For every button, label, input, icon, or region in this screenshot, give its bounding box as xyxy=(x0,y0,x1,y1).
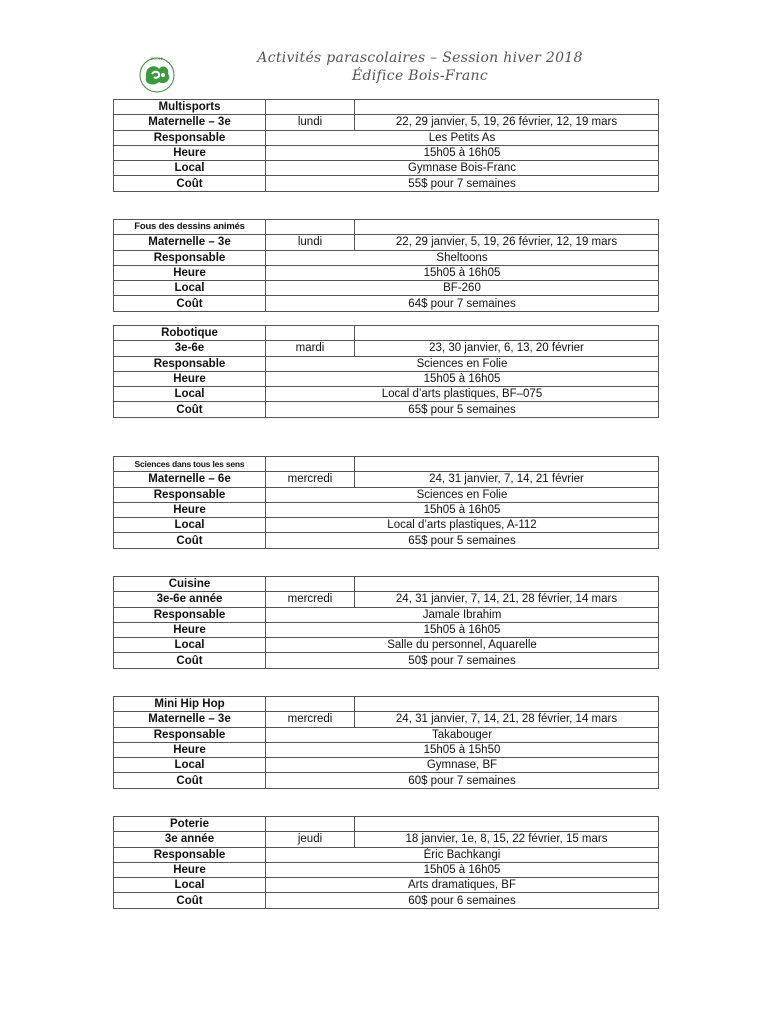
activity-schedule-row xyxy=(114,712,659,727)
activity-schedule-row xyxy=(114,472,659,487)
heure-row xyxy=(114,371,659,386)
local-row xyxy=(114,638,659,653)
empty-cell xyxy=(266,326,355,341)
empty-cell xyxy=(266,577,355,592)
responsable-row xyxy=(114,356,659,371)
local-value: Local d’arts plastiques, BF–075 xyxy=(266,387,659,402)
activity-name-row xyxy=(114,457,659,472)
cout-value: 65$ pour 5 semaines xyxy=(266,402,659,417)
responsable-value: Jamale Ibrahim xyxy=(266,607,659,622)
responsable-row xyxy=(114,847,659,862)
heure-value: 15h05 à 16h05 xyxy=(266,145,659,160)
empty-cell xyxy=(355,100,659,115)
responsable-row xyxy=(114,250,659,265)
activity-table xyxy=(113,219,659,312)
activity-schedule-row xyxy=(114,235,659,250)
row-label: Responsable xyxy=(114,847,266,862)
activity-table xyxy=(113,696,659,789)
heure-row xyxy=(114,145,659,160)
activity-dates: 24, 31 janvier, 7, 14, 21 février xyxy=(355,472,659,487)
heure-row xyxy=(114,622,659,637)
local-row xyxy=(114,281,659,296)
row-label: Local xyxy=(114,638,266,653)
cout-value: 64$ pour 7 semaines xyxy=(266,296,659,311)
activity-level: 3e-6e xyxy=(114,341,266,356)
cout-value: 55$ pour 7 semaines xyxy=(266,176,659,191)
empty-cell xyxy=(355,220,659,235)
heure-row xyxy=(114,265,659,280)
cout-value: 65$ pour 5 semaines xyxy=(266,533,659,548)
empty-cell xyxy=(266,100,355,115)
responsable-value: Sciences en Folie xyxy=(266,487,659,502)
responsable-row xyxy=(114,487,659,502)
cout-row xyxy=(114,296,659,311)
activity-table xyxy=(113,99,659,192)
row-label: Coût xyxy=(114,893,266,908)
heure-value: 15h05 à 16h05 xyxy=(266,862,659,877)
heure-value: 15h05 à 16h05 xyxy=(266,265,659,280)
row-label: Local xyxy=(114,281,266,296)
row-label: Responsable xyxy=(114,487,266,502)
empty-cell xyxy=(355,697,659,712)
local-value: Arts dramatiques, BF xyxy=(266,878,659,893)
cout-row xyxy=(114,402,659,417)
cout-row xyxy=(114,773,659,788)
school-logo-icon xyxy=(132,54,182,96)
svg-text:ÉCOLE: ÉCOLE xyxy=(151,57,163,61)
activity-name-row xyxy=(114,100,659,115)
row-label: Coût xyxy=(114,402,266,417)
responsable-row xyxy=(114,130,659,145)
heure-row xyxy=(114,862,659,877)
heure-row xyxy=(114,742,659,757)
activity-level: Maternelle – 3e xyxy=(114,712,266,727)
activity-table xyxy=(113,325,659,418)
cout-row xyxy=(114,893,659,908)
activity-name: Cuisine xyxy=(114,577,266,592)
empty-cell xyxy=(355,577,659,592)
empty-cell xyxy=(266,817,355,832)
activity-level: Maternelle – 3e xyxy=(114,115,266,130)
responsable-value: Sciences en Folie xyxy=(266,356,659,371)
local-row xyxy=(114,878,659,893)
row-label: Heure xyxy=(114,371,266,386)
page-title: Activités parascolaires – Session hiver 2018 xyxy=(257,50,583,66)
activity-day: mardi xyxy=(266,341,355,356)
row-label: Local xyxy=(114,758,266,773)
empty-cell xyxy=(355,817,659,832)
activity-schedule-row xyxy=(114,832,659,847)
cout-row xyxy=(114,533,659,548)
activity-table xyxy=(113,576,659,669)
row-label: Responsable xyxy=(114,356,266,371)
heure-value: 15h05 à 15h50 xyxy=(266,742,659,757)
local-row xyxy=(114,518,659,533)
cout-row xyxy=(114,176,659,191)
responsable-value: Les Petits As xyxy=(266,130,659,145)
local-value: BF-260 xyxy=(266,281,659,296)
row-label: Heure xyxy=(114,862,266,877)
activity-name: Robotique xyxy=(114,326,266,341)
row-label: Heure xyxy=(114,622,266,637)
row-label: Heure xyxy=(114,502,266,517)
responsable-value: Sheltoons xyxy=(266,250,659,265)
empty-cell xyxy=(266,457,355,472)
row-label: Coût xyxy=(114,296,266,311)
activity-level: 3e année xyxy=(114,832,266,847)
activity-table xyxy=(113,456,659,549)
local-row xyxy=(114,161,659,176)
responsable-value: Takabouger xyxy=(266,727,659,742)
activity-name: Poterie xyxy=(114,817,266,832)
activity-day: lundi xyxy=(266,115,355,130)
activity-table xyxy=(113,816,659,909)
row-label: Responsable xyxy=(114,727,266,742)
heure-value: 15h05 à 16h05 xyxy=(266,371,659,386)
cout-value: 60$ pour 7 semaines xyxy=(266,773,659,788)
empty-cell xyxy=(355,457,659,472)
local-value: Gymnase Bois-Franc xyxy=(266,161,659,176)
activity-name-row xyxy=(114,326,659,341)
cout-row xyxy=(114,653,659,668)
local-row xyxy=(114,758,659,773)
row-label: Local xyxy=(114,161,266,176)
activity-name: Fous des dessins animés xyxy=(114,220,266,235)
empty-cell xyxy=(266,220,355,235)
row-label: Responsable xyxy=(114,250,266,265)
responsable-value: Éric Bachkangi xyxy=(266,847,659,862)
activity-day: mercredi xyxy=(266,712,355,727)
activity-name-row xyxy=(114,577,659,592)
activity-name-row xyxy=(114,697,659,712)
responsable-row xyxy=(114,607,659,622)
row-label: Heure xyxy=(114,742,266,757)
activity-dates: 22, 29 janvier, 5, 19, 26 février, 12, 19 mars xyxy=(355,115,659,130)
activity-day: lundi xyxy=(266,235,355,250)
row-label: Responsable xyxy=(114,130,266,145)
local-value: Salle du personnel, Aquarelle xyxy=(266,638,659,653)
activity-dates: 18 janvier, 1e, 8, 15, 22 février, 15 mars xyxy=(355,832,659,847)
row-label: Local xyxy=(114,878,266,893)
row-label: Coût xyxy=(114,533,266,548)
heure-value: 15h05 à 16h05 xyxy=(266,502,659,517)
activity-name-row xyxy=(114,817,659,832)
row-label: Coût xyxy=(114,176,266,191)
activity-name: Sciences dans tous les sens xyxy=(114,457,266,472)
heure-row xyxy=(114,502,659,517)
activity-name: Multisports xyxy=(114,100,266,115)
local-row xyxy=(114,387,659,402)
local-value: Gymnase, BF xyxy=(266,758,659,773)
activity-schedule-row xyxy=(114,115,659,130)
activity-day: mercredi xyxy=(266,472,355,487)
activity-dates: 22, 29 janvier, 5, 19, 26 février, 12, 19 mars xyxy=(355,235,659,250)
row-label: Heure xyxy=(114,265,266,280)
row-label: Coût xyxy=(114,773,266,788)
row-label: Heure xyxy=(114,145,266,160)
row-label: Responsable xyxy=(114,607,266,622)
empty-cell xyxy=(355,326,659,341)
activity-name: Mini Hip Hop xyxy=(114,697,266,712)
activity-level: Maternelle – 3e xyxy=(114,235,266,250)
row-label: Coût xyxy=(114,653,266,668)
activity-day: jeudi xyxy=(266,832,355,847)
activity-day: mercredi xyxy=(266,592,355,607)
row-label: Local xyxy=(114,387,266,402)
responsable-row xyxy=(114,727,659,742)
activity-dates: 23, 30 janvier, 6, 13, 20 février xyxy=(355,341,659,356)
cout-value: 60$ pour 6 semaines xyxy=(266,893,659,908)
heure-value: 15h05 à 16h05 xyxy=(266,622,659,637)
activity-schedule-row xyxy=(114,341,659,356)
activity-level: 3e-6e année xyxy=(114,592,266,607)
local-value: Local d’arts plastiques, A-112 xyxy=(266,518,659,533)
activity-dates: 24, 31 janvier, 7, 14, 21, 28 février, 14 mars xyxy=(355,712,659,727)
activity-name-row xyxy=(114,220,659,235)
empty-cell xyxy=(266,697,355,712)
activity-level: Maternelle – 6e xyxy=(114,472,266,487)
row-label: Local xyxy=(114,518,266,533)
activity-dates: 24, 31 janvier, 7, 14, 21, 28 février, 14 mars xyxy=(355,592,659,607)
activity-schedule-row xyxy=(114,592,659,607)
cout-value: 50$ pour 7 semaines xyxy=(266,653,659,668)
page-subtitle: Édifice Bois-Franc xyxy=(351,68,488,84)
